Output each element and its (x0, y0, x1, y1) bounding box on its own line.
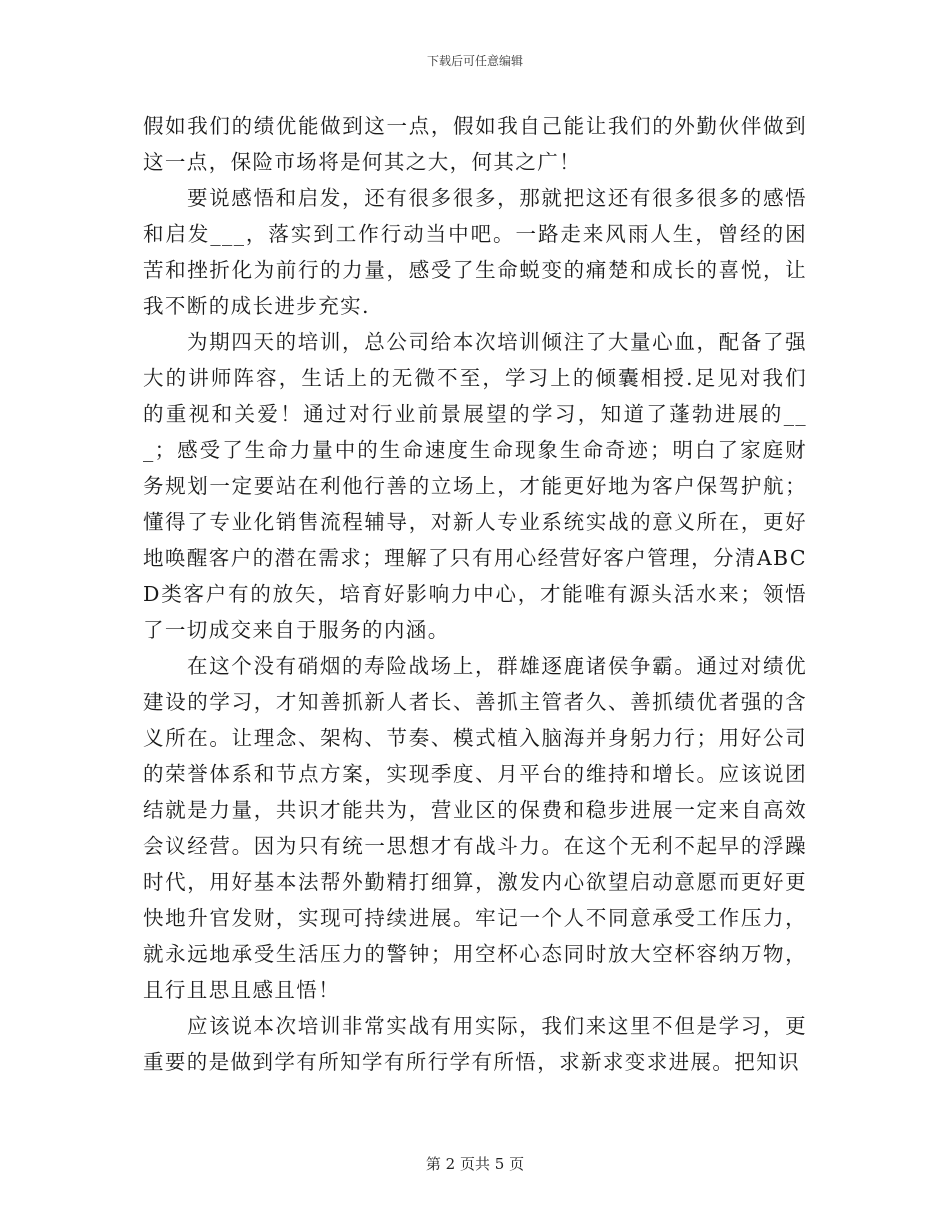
paragraph-4: 在这个没有硝烟的寿险战场上，群雄逐鹿诸侯争霸。通过对绩优建设的学习，才知善抓新人者长、善抓主管者久、善抓绩优者强的含义所在。让理念、架构、节奏、模式植入脑海并身躬力行；用好公司的荣誉体系和节点方案，实现季度、月平台的维持和增长。应该说团结就是力量，共识才能共为，营业区的保费和稳步进展一定来自高效会议经营。因为只有统一思想才有战斗力。在这个无利不起早的浮躁时代，用好基本法帮外勤精打细算，激发内心欲望启动意愿而更好更快地升官发财，实现可持续进展。牢记一个人不同意承受工作压力，就永远地承受生活压力的警钟；用空杯心态同时放大空杯容纳万物，且行且思且感且悟！ (143, 654, 807, 1002)
header-note: 下载后可任意编辑 (426, 54, 523, 68)
page-number: 第 2 页共 5 页 (425, 1155, 525, 1173)
page-header (0, 54, 950, 68)
paragraph-5: 应该说本次培训非常实战有用实际，我们来这里不但是学习，更重要的是做到学有所知学有所行学有所悟，求新求变求进展。把知识 (143, 1014, 807, 1074)
document-body (143, 108, 807, 1080)
page-footer (0, 1155, 950, 1173)
paragraph-3: 为期四天的培训，总公司给本次培训倾注了大量心血，配备了强大的讲师阵容，生话上的无微不至，学习上的倾囊相授.足见对我们的重视和关爱！通过对行业前景展望的学习，知道了蓬勃进展的___；感受了生命力量中的生命速度生命现象生命奇迹；明白了家庭财务规划一定要站在利他行善的立场上，才能更好地为客户保驾护航；懂得了专业化销售流程辅导，对新人专业系统实战的意义所在，更好地唤醒客户的潜在需求；理解了只有用心经营好客户管理，分清ABCD类客户有的放矢，培育好影响力中心，才能唯有源头活水来；领悟了一切成交来自于服务的内涵。 (143, 330, 807, 642)
paragraph-1: 假如我们的绩优能做到这一点，假如我自己能让我们的外勤伙伴做到这一点，保险市场将是何其之大，何其之广！ (143, 114, 807, 174)
paragraph-2: 要说感悟和启发，还有很多很多，那就把这还有很多很多的感悟和启发___，落实到工作行动当中吧。一路走来风雨人生，曾经的困苦和挫折化为前行的力量，感受了生命蜕变的痛楚和成长的喜悦，让我不断的成长进步充实. (143, 186, 807, 318)
